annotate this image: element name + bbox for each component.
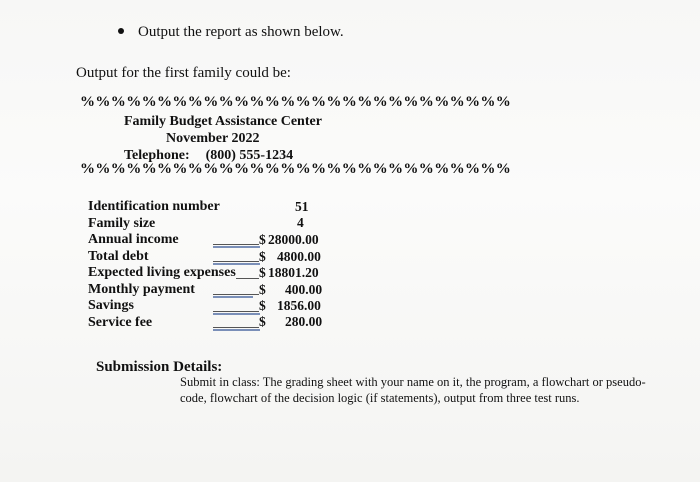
- dollar-sign: $: [259, 298, 266, 313]
- underline: [213, 261, 259, 262]
- percent-divider-top: %%%%%%%%%%%%%%%%%%%%%%%%%%%%: [80, 94, 512, 110]
- report-title: Family Budget Assistance Center: [124, 114, 322, 129]
- intro-text: Output for the first family could be:: [76, 65, 291, 81]
- underline: [213, 294, 259, 295]
- row-value: 400.00: [285, 282, 323, 297]
- row-label: Expected living expenses: [88, 265, 236, 280]
- highlight-bar: [213, 246, 260, 248]
- underline: [213, 244, 259, 245]
- report-month: November 2022: [166, 131, 260, 146]
- row-value: 280.00: [285, 314, 323, 329]
- phone-label: Telephone:: [124, 148, 190, 163]
- underline: [213, 327, 259, 328]
- dollar-sign: $: [259, 265, 266, 280]
- row-value: 28000.00: [268, 232, 319, 247]
- row-label: Identification number: [88, 199, 220, 214]
- underline: [236, 278, 259, 279]
- submission-text: Submit in class: The grading sheet with your name on it, the program, a flowchart or pseudo-code, flowchart of the decision logic (if statements), output from three test runs.: [180, 375, 646, 405]
- highlight-bar: [213, 329, 260, 331]
- row-value: 18801.20: [268, 265, 319, 280]
- row-value: 4800.00: [277, 249, 321, 264]
- dollar-sign: $: [259, 282, 266, 297]
- row-label: Family size: [88, 215, 156, 231]
- phone-number: (800) 555-1234: [205, 148, 294, 163]
- row-label: Savings: [88, 298, 134, 313]
- row-value: 4: [297, 215, 304, 230]
- dollar-sign: $: [259, 249, 266, 264]
- row-label: Monthly payment: [88, 281, 195, 297]
- row-label: Annual income: [88, 232, 179, 247]
- highlight-bar: [213, 313, 260, 315]
- dollar-sign: $: [259, 314, 266, 329]
- row-label: Total debt: [88, 248, 149, 264]
- row-value: 51: [295, 199, 309, 214]
- submission-title: Submission Details:: [96, 359, 223, 375]
- highlight-bar: [213, 263, 260, 265]
- highlight-bar: [213, 296, 253, 298]
- row-label: Service fee: [88, 314, 153, 330]
- bullet-text: Output the report as shown below.: [138, 24, 344, 40]
- bullet-icon: [118, 28, 124, 34]
- bullet-instruction: [118, 24, 344, 41]
- percent-divider-bottom: %%%%%%%%%%%%%%%%%%%%%%%%%%%%: [80, 161, 512, 177]
- dollar-sign: $: [259, 232, 266, 247]
- underline: [213, 311, 259, 312]
- row-value: 1856.00: [277, 298, 321, 313]
